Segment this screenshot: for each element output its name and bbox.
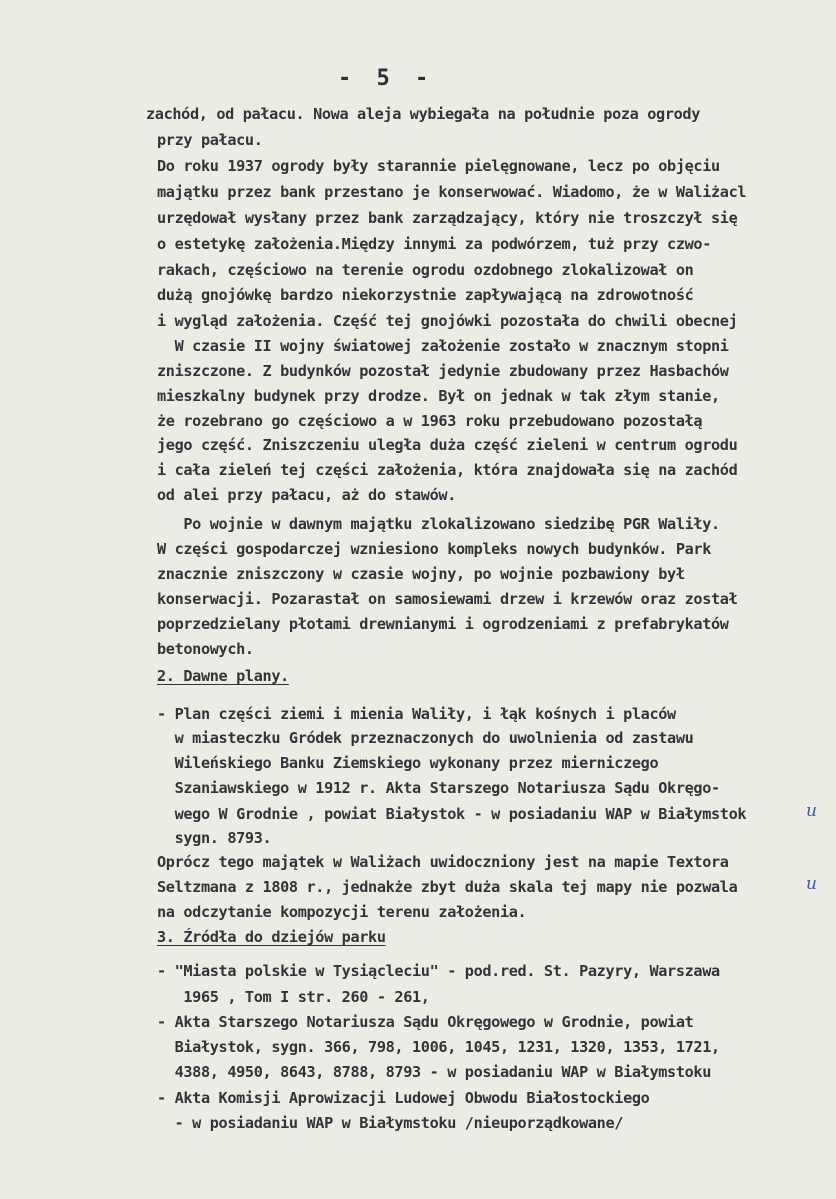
handwritten-mark: u bbox=[806, 874, 817, 894]
text-line: Wileńskiego Banku Ziemskiego wykonany przez mierniczego bbox=[157, 754, 659, 772]
text-line: Do roku 1937 ogrody były starannie pielęgnowane, lecz po objęciu bbox=[157, 157, 720, 175]
text-line: znacznie zniszczony w czasie wojny, po wojnie pozbawiony był bbox=[157, 565, 685, 583]
text-line: Seltzmana z 1808 r., jednakże zbyt duża skala tej mapy nie pozwala bbox=[157, 878, 738, 896]
text-line: - "Miasta polskie w Tysiącleciu" - pod.red. St. Pazyry, Warszawa bbox=[157, 962, 720, 980]
text-line: W części gospodarczej wzniesiono kompleks nowych budynków. Park bbox=[157, 540, 712, 558]
text-line: i cała zieleń tej części założenia, która znajdowała się na zachód bbox=[157, 461, 738, 479]
text-line: mieszkalny budynek przy drodze. Był on jednak w tak złym stanie, bbox=[157, 387, 720, 405]
text-line: 1965 , Tom I str. 260 - 261, bbox=[157, 988, 430, 1006]
text-line: - Akta Starszego Notariusza Sądu Okręgowego w Grodnie, powiat bbox=[157, 1013, 694, 1031]
text-line: przy pałacu. bbox=[157, 131, 263, 149]
text-line: że rozebrano go częściowo a w 1963 roku przebudowano pozostałą bbox=[157, 412, 703, 430]
text-line: Oprócz tego majątek w Waliżach uwidoczniony jest na mapie Textora bbox=[157, 853, 729, 871]
text-line: 4388, 4950, 8643, 8788, 8793 - w posiadaniu WAP w Białymstoku bbox=[157, 1063, 712, 1081]
text-line: o estetykę założenia.Między innymi za podwórzem, tuż przy czwo- bbox=[157, 235, 712, 253]
text-line: betonowych. bbox=[157, 640, 254, 658]
text-line: zniszczone. Z budynków pozostał jedynie zbudowany przez Hasbachów bbox=[157, 362, 729, 380]
text-line: W czasie II wojny światowej założenie zostało w znacznym stopni bbox=[157, 337, 729, 355]
text-line: i wygląd założenia. Część tej gnojówki pozostała do chwili obecnej bbox=[157, 312, 738, 330]
text-line: - Akta Komisji Aprowizacji Ludowej Obwodu Białostockiego bbox=[157, 1089, 650, 1107]
handwritten-mark: u bbox=[806, 801, 817, 821]
text-line: jego część. Zniszczeniu uległa duża część zieleni w centrum ogrodu bbox=[157, 436, 738, 454]
text-line: Szaniawskiego w 1912 r. Akta Starszego Notariusza Sądu Okręgo- bbox=[157, 779, 720, 797]
text-line: w miasteczku Gródek przeznaczonych do uwolnienia od zastawu bbox=[157, 729, 694, 747]
text-line: sygn. 8793. bbox=[157, 829, 272, 847]
text-line: od alei przy pałacu, aż do stawów. bbox=[157, 486, 456, 504]
text-line: Białystok, sygn. 366, 798, 1006, 1045, 1231, 1320, 1353, 1721, bbox=[157, 1038, 720, 1056]
text-line: urzędował wysłany przez bank zarządzający, który nie troszczył się bbox=[157, 209, 738, 227]
section-heading: 2. Dawne plany. bbox=[157, 667, 289, 685]
text-line: poprzedzielany płotami drewnianymi i ogrodzeniami z prefabrykatów bbox=[157, 615, 729, 633]
text-line: majątku przez bank przestano je konserwować. Wiadomo, że w Waliżacl bbox=[157, 183, 747, 201]
text-line: wego W Grodnie , powiat Białystok - w posiadaniu WAP w Białymstok bbox=[157, 805, 747, 823]
text-line: na odczytanie kompozycji terenu założenia. bbox=[157, 903, 527, 921]
section-heading: 3. Źródła do dziejów parku bbox=[157, 928, 386, 946]
text-line: - Plan części ziemi i mienia Waliły, i łąk kośnych i placów bbox=[157, 705, 676, 723]
text-line: - w posiadaniu WAP w Białymstoku /nieuporządkowane/ bbox=[157, 1114, 624, 1132]
page-number: - 5 - bbox=[338, 66, 435, 91]
text-line: dużą gnojówkę bardzo niekorzystnie zapływającą na zdrowotność bbox=[157, 286, 694, 304]
text-line: zachód, od pałacu. Nowa aleja wybiegała na południe poza ogrody bbox=[146, 105, 701, 123]
text-line: konserwacji. Pozarastał on samosiewami drzew i krzewów oraz został bbox=[157, 590, 738, 608]
text-line: rakach, częściowo na terenie ogrodu ozdobnego zlokalizował on bbox=[157, 261, 694, 279]
text-line: Po wojnie w dawnym majątku zlokalizowano siedzibę PGR Waliły. bbox=[157, 515, 720, 533]
